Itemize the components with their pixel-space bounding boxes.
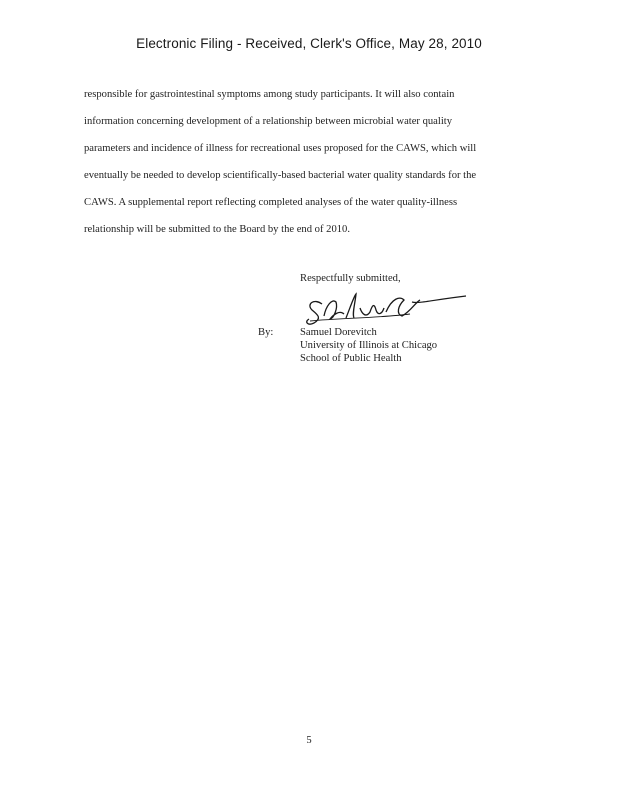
body-line-3: parameters and incidence of illness for recreational uses proposed for the CAWS, which will <box>84 143 477 154</box>
signer-name: Samuel Dorevitch <box>300 327 377 338</box>
body-line-1: responsible for gastrointestinal symptoms among study participants. It will also contain <box>84 89 455 100</box>
page-number: 5 <box>306 735 312 746</box>
body-line-4: eventually be needed to develop scientifically-based bacterial water quality standards for the <box>84 170 477 181</box>
filing-stamp-header: Electronic Filing - Received, Clerk's Office, May 28, 2010 <box>136 36 482 51</box>
body-line-5: CAWS. A supplemental report reflecting completed analyses of the water quality-illness <box>84 197 458 208</box>
closing-salutation: Respectfully submitted, <box>300 273 401 284</box>
body-line-6: relationship will be submitted to the Board by the end of 2010. <box>84 224 350 235</box>
signer-affiliation-university: University of Illinois at Chicago <box>300 340 438 351</box>
handwritten-signature <box>300 288 470 328</box>
signer-affiliation-school: School of Public Health <box>300 353 402 364</box>
by-label: By: <box>258 327 274 338</box>
body-line-2: information concerning development of a relationship between microbial water quality <box>84 116 453 127</box>
